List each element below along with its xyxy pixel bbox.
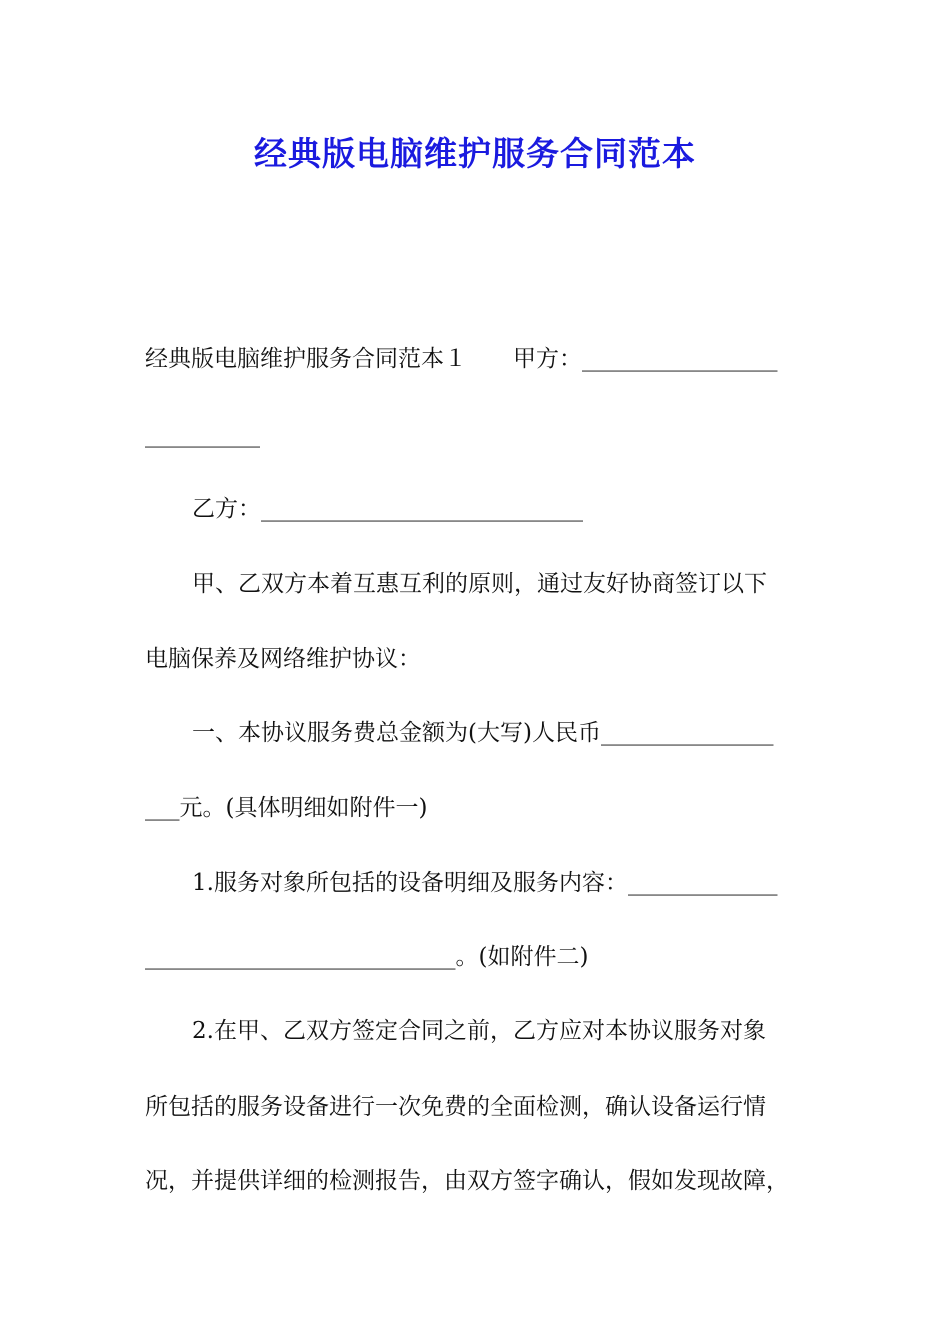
document-title: 经典版电脑维护服务合同范本 [254,134,696,173]
paragraph-line: 所包括的服务设备进行一次免费的全面检测，确认设备运行情 [145,1094,766,1120]
party-a-field: 甲方：_________________ [513,346,778,372]
contract-subtitle: 经典版电脑维护服务合同范本１ [145,346,467,372]
paragraph-line: 电脑保养及网络维护协议： [145,646,421,672]
clause-item: 1.服务对象所包括的设备明细及服务内容：_____________ [192,870,778,896]
clause-heading: 一、本协议服务费总金额为(大写)人民币_______________ [192,720,774,746]
paragraph-line: 甲、乙双方本着互惠互利的原则，通过友好协商签订以下 [192,571,767,597]
clause-item: 2.在甲、乙双方签定合同之前，乙方应对本协议服务对象 [192,1018,766,1044]
paragraph-line: ___元。(具体明细如附件一) [145,795,428,821]
paragraph-line: 况，并提供详细的检测报告，由双方签字确认，假如发现故障， [145,1168,789,1194]
paragraph-line: ___________________________。(如附件二) [145,944,589,970]
paragraph-line [145,344,815,374]
party-b-field: 乙方：____________________________ [192,496,583,522]
paragraph-line: __________ [145,422,260,448]
